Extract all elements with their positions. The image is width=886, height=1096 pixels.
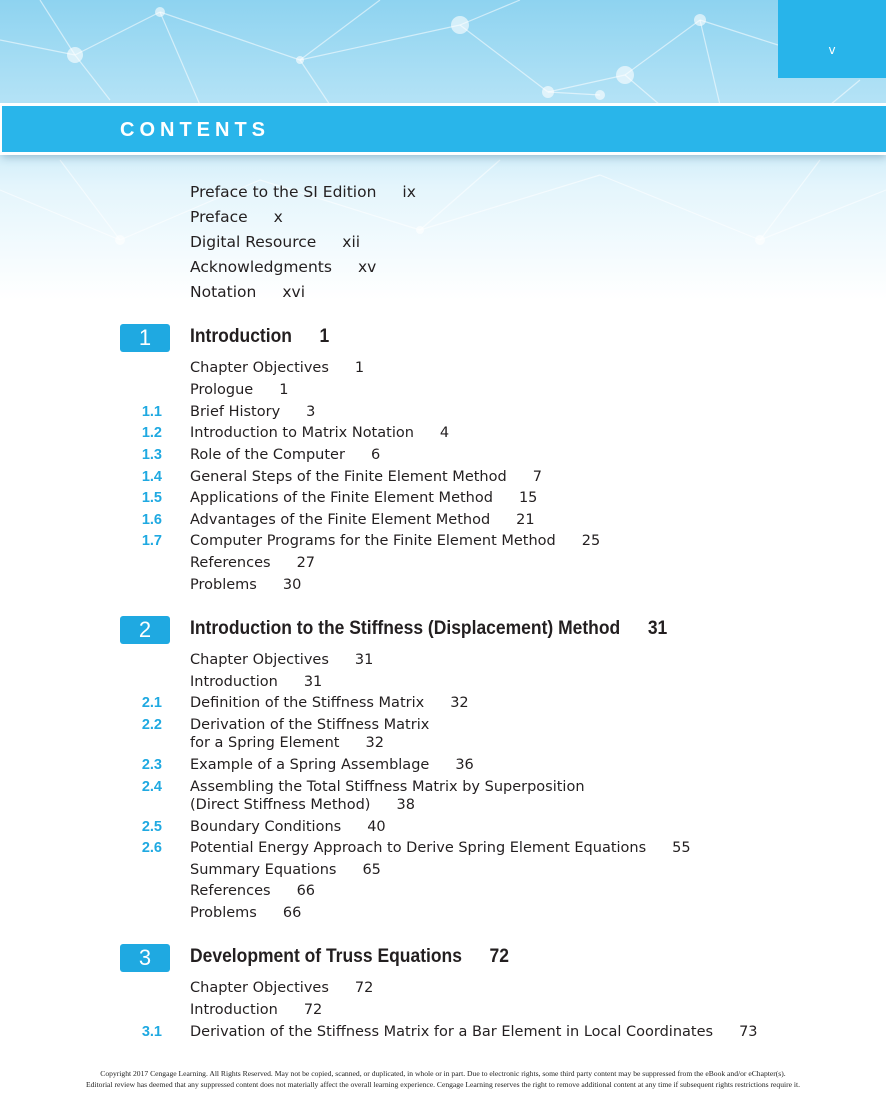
chapter-title[interactable] bbox=[190, 946, 509, 968]
entry-title: for a Spring Element bbox=[190, 735, 340, 751]
entry-page: 27 bbox=[296, 555, 316, 571]
entry-page: xvi bbox=[282, 283, 306, 301]
chapter-title-text: Introduction bbox=[190, 326, 292, 347]
entry-title: Applications of the Finite Element Method bbox=[190, 490, 493, 506]
toc-entry[interactable] bbox=[190, 883, 315, 899]
toc-entry-digital-resource[interactable] bbox=[190, 233, 360, 251]
entry-page: 73 bbox=[739, 1024, 758, 1040]
entry-title: Example of a Spring Assemblage bbox=[190, 757, 430, 773]
entry-title: References bbox=[190, 555, 271, 571]
entry-page: 21 bbox=[516, 512, 535, 528]
entry-page: 66 bbox=[282, 905, 302, 921]
entry-title: Problems bbox=[190, 577, 257, 593]
chapter-title-text: Introduction to the Stiffness (Displacement) Method bbox=[190, 618, 621, 639]
toc-entry-continuation[interactable] bbox=[190, 735, 384, 751]
entry-page: 31 bbox=[354, 652, 374, 668]
entry-title: General Steps of the Finite Element Method bbox=[190, 469, 507, 485]
page-number: v bbox=[828, 43, 836, 57]
section-number: 2.4 bbox=[141, 779, 162, 795]
contents-heading-bar bbox=[2, 106, 886, 152]
section-number: 2.3 bbox=[141, 757, 162, 773]
copyright-footer bbox=[0, 1068, 886, 1090]
entry-title: Derivation of the Stiffness Matrix bbox=[190, 717, 430, 733]
toc-entry[interactable] bbox=[190, 490, 537, 506]
entry-title: References bbox=[190, 883, 271, 899]
section-number: 1.6 bbox=[141, 512, 162, 528]
section-number: 3.1 bbox=[141, 1024, 162, 1040]
entry-title: Boundary Conditions bbox=[190, 819, 342, 835]
chapter-number-badge: 1 bbox=[120, 324, 170, 352]
entry-title: Assembling the Total Stiffness Matrix by Superposition bbox=[190, 779, 585, 795]
entry-title: Role of the Computer bbox=[190, 447, 345, 463]
entry-page: 4 bbox=[439, 425, 450, 441]
toc-entry-preface[interactable] bbox=[190, 208, 283, 226]
toc-entry[interactable] bbox=[190, 980, 373, 996]
chapter-title[interactable] bbox=[190, 618, 667, 640]
section-number: 2.1 bbox=[141, 695, 162, 711]
toc-entry[interactable] bbox=[190, 404, 315, 420]
entry-page: 38 bbox=[396, 797, 415, 813]
section-number: 1.7 bbox=[141, 533, 162, 549]
entry-title: Brief History bbox=[190, 404, 281, 420]
section-number: 1.3 bbox=[141, 447, 162, 463]
section-number: 2.2 bbox=[141, 717, 162, 733]
entry-page: xv bbox=[357, 258, 377, 276]
entry-title: Digital Resource bbox=[190, 233, 317, 251]
toc-entry-preface-si[interactable] bbox=[190, 183, 416, 201]
toc-entry[interactable] bbox=[190, 382, 288, 398]
entry-page: 3 bbox=[306, 404, 316, 420]
toc-entry[interactable] bbox=[190, 757, 474, 773]
toc-entry-acknowledgments[interactable] bbox=[190, 258, 376, 276]
toc-entry-notation[interactable] bbox=[190, 283, 305, 301]
entry-page: 1 bbox=[279, 382, 289, 398]
toc-entry[interactable] bbox=[190, 533, 600, 549]
entry-page: 15 bbox=[518, 490, 538, 506]
section-number: 2.5 bbox=[141, 819, 162, 835]
toc-entry[interactable] bbox=[190, 779, 585, 795]
toc-entry[interactable] bbox=[190, 819, 386, 835]
entry-page: x bbox=[273, 208, 283, 226]
entry-page: 6 bbox=[370, 447, 381, 463]
entry-title: Potential Energy Approach to Derive Spring Element Equations bbox=[190, 840, 647, 856]
section-number: 1.4 bbox=[141, 469, 162, 485]
section-number: 1.1 bbox=[141, 404, 162, 420]
contents-title: CONTENTS bbox=[120, 119, 270, 141]
entry-title: (Direct Stiffness Method) bbox=[190, 797, 371, 813]
chapter-page: 72 bbox=[489, 946, 510, 967]
copyright-line-2: Editorial review has deemed that any suppressed content does not materially affect the overall learning experience. Cengage Learning reserves the right to remove additional content at any time if subsequent rights restrictions require it. bbox=[85, 1080, 801, 1089]
entry-page: 7 bbox=[532, 469, 542, 485]
toc-entry[interactable] bbox=[190, 512, 535, 528]
toc-entry[interactable] bbox=[190, 717, 429, 733]
entry-page: 32 bbox=[450, 695, 469, 711]
toc-entry[interactable] bbox=[190, 652, 373, 668]
toc-entry[interactable] bbox=[190, 469, 542, 485]
toc-entry[interactable] bbox=[190, 577, 301, 593]
chapter-page: 1 bbox=[319, 326, 330, 347]
toc-entry[interactable] bbox=[190, 674, 322, 690]
entry-page: 72 bbox=[354, 980, 374, 996]
entry-page: 31 bbox=[303, 674, 323, 690]
entry-title: Definition of the Stiffness Matrix bbox=[190, 695, 425, 711]
entry-page: 66 bbox=[296, 883, 316, 899]
entry-title: Derivation of the Stiffness Matrix for a Bar Element in Local Coordinates bbox=[190, 1024, 714, 1040]
entry-page: 40 bbox=[367, 819, 386, 835]
toc-entry[interactable] bbox=[190, 447, 380, 463]
section-number: 1.5 bbox=[141, 490, 162, 506]
entry-title: Advantages of the Finite Element Method bbox=[190, 512, 491, 528]
chapter-number-badge: 2 bbox=[120, 616, 170, 644]
entry-page: 25 bbox=[581, 533, 601, 549]
entry-title: Chapter Objectives bbox=[190, 980, 329, 996]
toc-entry[interactable] bbox=[190, 695, 469, 711]
chapter-number-badge: 3 bbox=[120, 944, 170, 972]
entry-page: 32 bbox=[365, 735, 384, 751]
entry-title: Prologue bbox=[190, 382, 254, 398]
entry-title: Computer Programs for the Finite Element Method bbox=[190, 533, 556, 549]
chapter-title-text: Development of Truss Equations bbox=[190, 946, 462, 967]
entry-page: 65 bbox=[362, 862, 381, 878]
entry-page: 30 bbox=[282, 577, 302, 593]
section-number: 1.2 bbox=[141, 425, 162, 441]
toc-entry[interactable] bbox=[190, 905, 301, 921]
entry-title: Acknowledgments bbox=[190, 258, 332, 276]
entry-title: Preface bbox=[190, 208, 248, 226]
entry-page: 55 bbox=[672, 840, 691, 856]
entry-title: Notation bbox=[190, 283, 257, 301]
toc-entry[interactable] bbox=[190, 360, 364, 376]
toc-entry[interactable] bbox=[190, 555, 315, 571]
entry-title: Introduction to Matrix Notation bbox=[190, 425, 414, 441]
entry-page: 1 bbox=[354, 360, 365, 376]
page-number-box bbox=[778, 0, 886, 78]
toc-entry[interactable] bbox=[190, 862, 381, 878]
entry-page: xii bbox=[342, 233, 361, 251]
toc-entry[interactable] bbox=[190, 1024, 758, 1040]
copyright-line-1: Copyright 2017 Cengage Learning. All Rights Reserved. May not be copied, scanned, or duplicated, in whole or in part. Due to electronic rights, some third party content may be suppressed from the eBook and/or eChapter(s). bbox=[100, 1069, 786, 1078]
toc-entry[interactable] bbox=[190, 425, 449, 441]
section-number: 2.6 bbox=[141, 840, 162, 856]
chapter-page: 31 bbox=[647, 618, 668, 639]
entry-title: Introduction bbox=[190, 674, 278, 690]
entry-page: 72 bbox=[303, 1002, 323, 1018]
entry-title: Problems bbox=[190, 905, 257, 921]
entry-title: Chapter Objectives bbox=[190, 360, 329, 376]
chapter-title[interactable] bbox=[190, 326, 329, 348]
toc-entry-continuation[interactable] bbox=[190, 797, 415, 813]
toc-entry[interactable] bbox=[190, 1002, 322, 1018]
entry-page: ix bbox=[402, 183, 416, 201]
toc-entry[interactable] bbox=[190, 840, 691, 856]
entry-title: Preface to the SI Edition bbox=[190, 183, 377, 201]
entry-title: Introduction bbox=[190, 1002, 278, 1018]
entry-page: 36 bbox=[455, 757, 474, 773]
entry-title: Chapter Objectives bbox=[190, 652, 329, 668]
entry-title: Summary Equations bbox=[190, 862, 337, 878]
